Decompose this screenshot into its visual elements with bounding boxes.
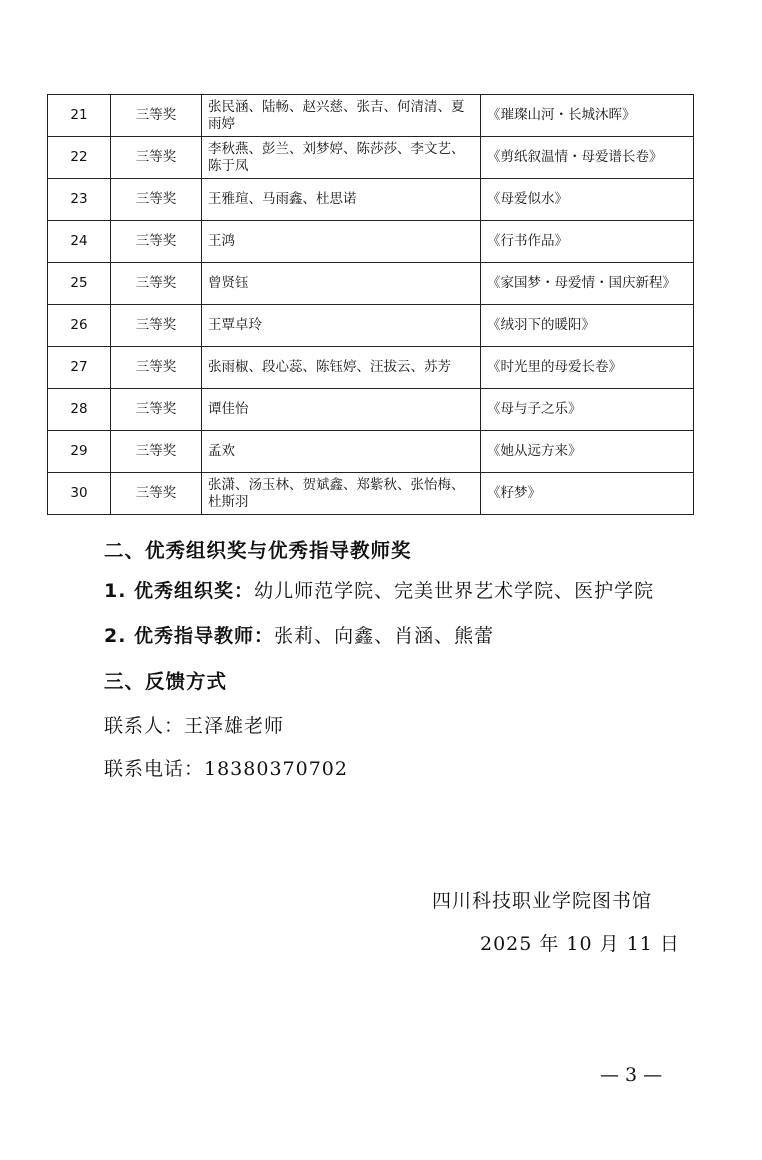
work-title: 《剪纸叙温情・母爱谱长卷》 <box>481 137 694 179</box>
work-title: 《璀璨山河・长城沐晖》 <box>481 95 694 137</box>
work-title: 《行书作品》 <box>481 221 694 263</box>
awards-table <box>47 94 694 515</box>
table-row <box>48 95 694 137</box>
participant-names: 张雨椒、段心蕊、陈钰婷、汪拔云、苏芳 <box>202 347 481 389</box>
org-award-line <box>104 576 654 603</box>
award-level: 三等奖 <box>111 347 202 389</box>
row-number: 21 <box>48 95 111 137</box>
row-number: 28 <box>48 389 111 431</box>
work-title: 《母与子之乐》 <box>481 389 694 431</box>
participant-names: 张民涵、陆畅、赵兴慈、张吉、何清清、夏雨婷 <box>202 95 481 137</box>
award-level: 三等奖 <box>111 221 202 263</box>
participant-names: 张潇、汤玉林、贺斌鑫、郑紫秋、张怡梅、杜斯羽 <box>202 473 481 515</box>
participant-names: 王雅瑄、马雨鑫、杜思诺 <box>202 179 481 221</box>
award-level: 三等奖 <box>111 95 202 137</box>
work-title: 《时光里的母爱长卷》 <box>481 347 694 389</box>
award-level: 三等奖 <box>111 431 202 473</box>
teacher-award-value: 张莉、向鑫、肖涵、熊蕾 <box>274 625 495 647</box>
table-row <box>48 389 694 431</box>
participant-names: 孟欢 <box>202 431 481 473</box>
contact-person: 联系人：王泽雄老师 <box>104 715 285 737</box>
table-row <box>48 221 694 263</box>
participant-names: 王覃卓玲 <box>202 305 481 347</box>
contact-phone: 联系电话：18380370702 <box>104 758 348 780</box>
row-number: 23 <box>48 179 111 221</box>
participant-names: 李秋燕、彭兰、刘梦婷、陈莎莎、李文艺、陈于凤 <box>202 137 481 179</box>
teacher-award-line <box>104 621 494 648</box>
row-number: 30 <box>48 473 111 515</box>
table-row <box>48 179 694 221</box>
work-title: 《绒羽下的暖阳》 <box>481 305 694 347</box>
award-level: 三等奖 <box>111 473 202 515</box>
participant-names: 曾贤钰 <box>202 263 481 305</box>
row-number: 26 <box>48 305 111 347</box>
teacher-award-label: 2. 优秀指导教师： <box>104 625 275 647</box>
table-row <box>48 347 694 389</box>
award-level: 三等奖 <box>111 389 202 431</box>
page-number: — 3 — <box>600 1064 663 1086</box>
section-2-heading: 二、优秀组织奖与优秀指导教师奖 <box>104 539 412 562</box>
signature-org: 四川科技职业学院图书馆 <box>432 890 653 912</box>
table-row <box>48 263 694 305</box>
award-level: 三等奖 <box>111 305 202 347</box>
work-title: 《母爱似水》 <box>481 179 694 221</box>
row-number: 22 <box>48 137 111 179</box>
org-award-label: 1. 优秀组织奖： <box>104 580 255 602</box>
table-row <box>48 305 694 347</box>
work-title: 《她从远方来》 <box>481 431 694 473</box>
award-level: 三等奖 <box>111 137 202 179</box>
row-number: 24 <box>48 221 111 263</box>
row-number: 29 <box>48 431 111 473</box>
awards-table-body <box>48 95 694 515</box>
table-row <box>48 137 694 179</box>
award-level: 三等奖 <box>111 179 202 221</box>
signature-date: 2025 年 10 月 11 日 <box>480 933 680 955</box>
table-row <box>48 473 694 515</box>
row-number: 27 <box>48 347 111 389</box>
participant-names: 谭佳怡 <box>202 389 481 431</box>
org-award-value: 幼儿师范学院、完美世界艺术学院、医护学院 <box>254 580 655 602</box>
work-title: 《籽梦》 <box>481 473 694 515</box>
participant-names: 王鸿 <box>202 221 481 263</box>
award-level: 三等奖 <box>111 263 202 305</box>
work-title: 《家国梦・母爱情・国庆新程》 <box>481 263 694 305</box>
table-row <box>48 431 694 473</box>
section-3-heading: 三、反馈方式 <box>104 670 228 693</box>
row-number: 25 <box>48 263 111 305</box>
